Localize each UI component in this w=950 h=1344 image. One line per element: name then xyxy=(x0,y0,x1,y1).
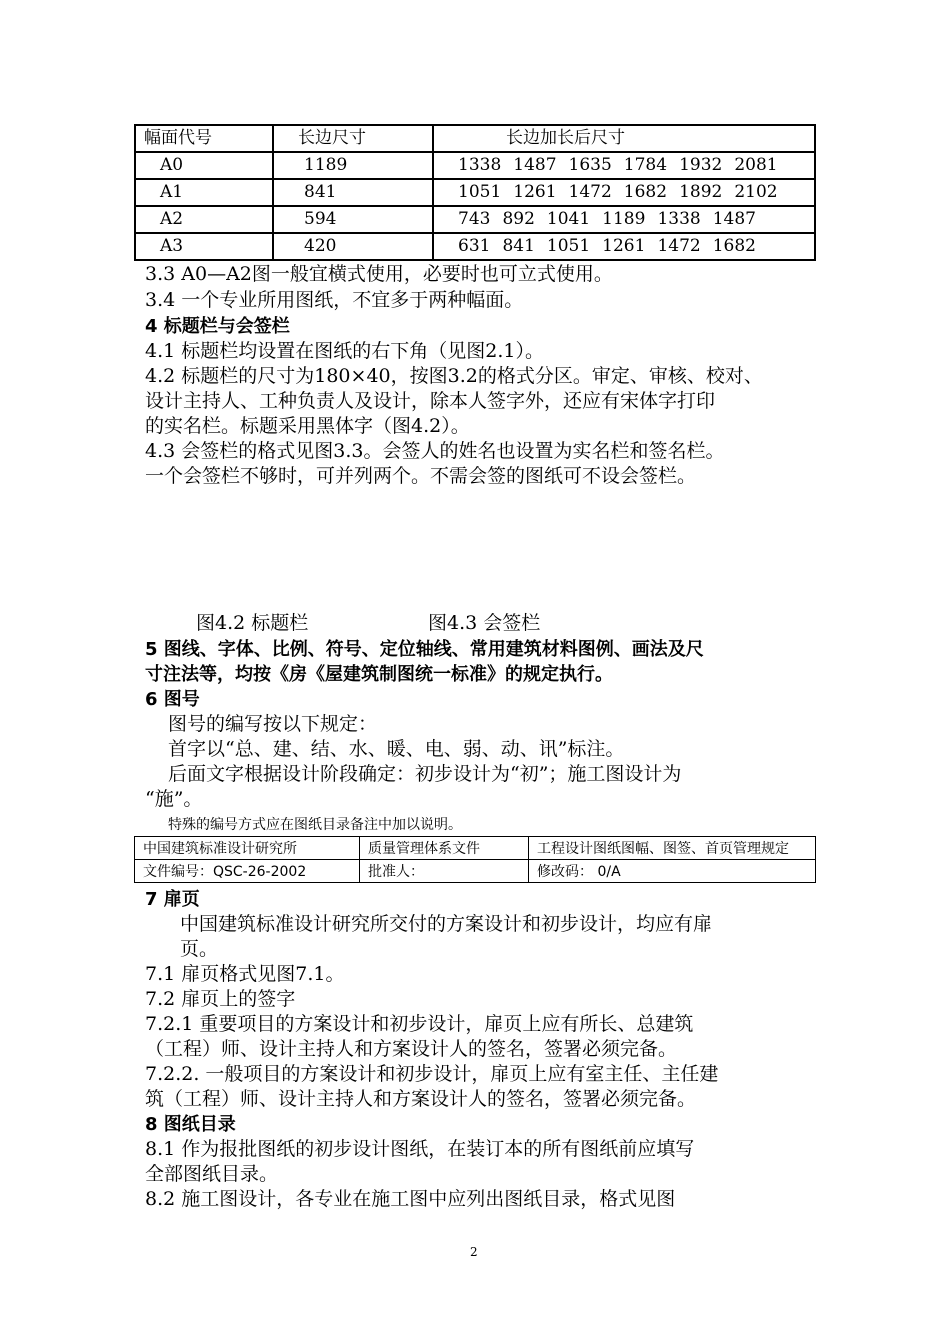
row-extended: 1051 1261 1472 1682 1892 2102 xyxy=(433,179,815,206)
header-code: 幅面代号 xyxy=(135,125,273,152)
row-code: A0 xyxy=(135,152,273,179)
row-long: 420 xyxy=(273,233,433,260)
row-long: 841 xyxy=(273,179,433,206)
paragraph-line: 的实名栏。标题采用黑体字（图4.2）。 xyxy=(145,415,470,437)
document-info-table xyxy=(134,836,816,883)
paragraph-line: 7.2.1 重要项目的方案设计和初步设计，扉页上应有所长、总建筑 xyxy=(145,1013,694,1035)
doc-number: 文件编号：QSC-26-2002 xyxy=(135,860,360,883)
table-row xyxy=(135,179,815,206)
table-row xyxy=(135,860,816,883)
row-long: 1189 xyxy=(273,152,433,179)
header-long: 长边尺寸 xyxy=(273,125,433,152)
row-code: A3 xyxy=(135,233,273,260)
note-line: 特殊的编号方式应在图纸目录备注中加以说明。 xyxy=(168,817,462,833)
paragraph-line: （工程）师、设计主持人和方案设计人的签名，签署必须完备。 xyxy=(145,1038,678,1060)
page-number: 2 xyxy=(470,1245,478,1259)
paragraph-line: 4.2 标题栏的尺寸为180⨯40，按图3.2的格式分区。审定、审核、校对、 xyxy=(145,365,763,387)
paragraph-line: 全部图纸目录。 xyxy=(145,1163,279,1185)
row-code: A2 xyxy=(135,206,273,233)
table-row xyxy=(135,206,815,233)
org-name: 中国建筑标准设计研究所 xyxy=(135,837,360,860)
doc-title: 工程设计图纸图幅、图签、首页管理规定 xyxy=(529,837,816,860)
paragraph-line: 7.2 扉页上的签字 xyxy=(145,988,296,1010)
paragraph-line: 4.1 标题栏均设置在图纸的右下角（见图2.1）。 xyxy=(145,340,544,362)
paragraph-line: 一个会签栏不够时，可并列两个。不需会签的图纸可不设会签栏。 xyxy=(145,465,697,487)
paragraph-line: 首字以“总、建、结、水、暖、电、弱、动、讯”标注。 xyxy=(168,738,625,760)
section-heading: 5 图线、字体、比例、符号、定位轴线、常用建筑材料图例、画法及尺 xyxy=(145,639,704,660)
paragraph-line: 4.3 会签栏的格式见图3.3。会签人的姓名也设置为实名栏和签名栏。 xyxy=(145,440,725,462)
approver: 批准人： xyxy=(360,860,529,883)
figure-caption: 图4.2 标题栏 xyxy=(196,612,309,634)
section-heading: 寸注法等，均按《房《屋建筑制图统一标准》的规定执行。 xyxy=(145,664,613,685)
paragraph-line: 后面文字根据设计阶段确定：初步设计为“初”；施工图设计为 xyxy=(168,763,682,785)
revision-code: 修改码： 0/A xyxy=(529,860,816,883)
paragraph-line: 3.3 A0—A2图一般宜横式使用，必要时也可立式使用。 xyxy=(145,263,613,285)
paragraph-line: 中国建筑标准设计研究所交付的方案设计和初步设计，均应有扉 xyxy=(180,913,713,935)
doc-type: 质量管理体系文件 xyxy=(360,837,529,860)
paper-size-table xyxy=(134,124,816,261)
figure-caption: 图4.3 会签栏 xyxy=(428,612,541,634)
paragraph-line: 图号的编写按以下规定： xyxy=(168,713,378,735)
section-heading: 7 扉页 xyxy=(145,889,200,910)
paragraph-line: “施”。 xyxy=(145,788,203,810)
paragraph-line: 7.1 扉页格式见图7.1。 xyxy=(145,963,345,985)
paragraph-line: 8.1 作为报批图纸的初步设计图纸，在装订本的所有图纸前应填写 xyxy=(145,1138,695,1160)
section-heading: 6 图号 xyxy=(145,689,200,710)
table-row xyxy=(135,233,815,260)
row-extended: 1338 1487 1635 1784 1932 2081 xyxy=(433,152,815,179)
row-extended: 631 841 1051 1261 1472 1682 xyxy=(433,233,815,260)
section-heading: 8 图纸目录 xyxy=(145,1114,236,1135)
section-heading: 4 标题栏与会签栏 xyxy=(145,316,290,337)
row-long: 594 xyxy=(273,206,433,233)
row-code: A1 xyxy=(135,179,273,206)
table-header-row xyxy=(135,125,815,152)
table-row xyxy=(135,837,816,860)
paragraph-line: 页。 xyxy=(180,938,219,960)
paragraph-line: 设计主持人、工种负责人及设计，除本人签字外，还应有宋体字打印 xyxy=(145,390,716,412)
paragraph-line: 3.4 一个专业所用图纸，不宜多于两种幅面。 xyxy=(145,289,524,311)
paragraph-line: 8.2 施工图设计，各专业在施工图中应列出图纸目录，格式见图 xyxy=(145,1188,676,1210)
paragraph-line: 7.2.2. 一般项目的方案设计和初步设计，扉页上应有室主任、主任建 xyxy=(145,1063,719,1085)
row-extended: 743 892 1041 1189 1338 1487 xyxy=(433,206,815,233)
table-row xyxy=(135,152,815,179)
paragraph-line: 筑（工程）师、设计主持人和方案设计人的签名，签署必须完备。 xyxy=(145,1088,697,1110)
header-extended: 长边加长后尺寸 xyxy=(433,125,815,152)
